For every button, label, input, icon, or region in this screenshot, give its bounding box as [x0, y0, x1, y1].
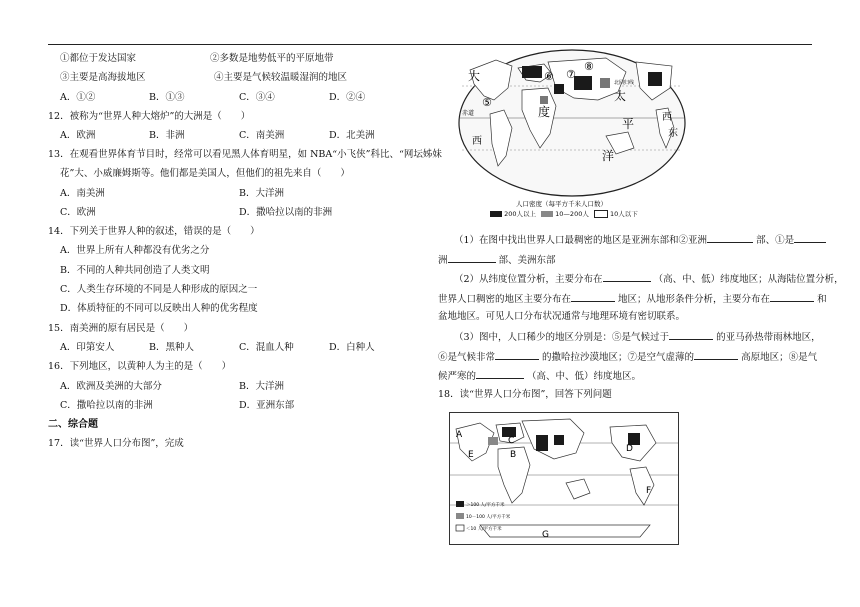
map2-label-g: G — [542, 530, 549, 540]
map2-label-e: E — [468, 450, 474, 460]
answer-blank[interactable] — [794, 232, 826, 243]
q13-choice-a[interactable]: A．南美洲 — [60, 188, 105, 199]
map1-svg — [456, 48, 688, 226]
answer-blank[interactable] — [571, 291, 615, 302]
q11-option-3: ③主要是高海拔地区 — [60, 72, 146, 83]
map1-legend — [490, 209, 638, 218]
map1-label-equator: 赤道 — [462, 110, 475, 117]
answer-blank[interactable] — [476, 368, 524, 379]
q12-choice-c[interactable]: C．南美洲 — [239, 130, 285, 141]
q17-part3-text-b: 的亚马孙热带雨林地区， — [716, 332, 821, 343]
answer-blank[interactable] — [770, 291, 814, 302]
map1-label-tropic: 北回归线 — [614, 80, 635, 86]
legend-swatch-medium — [541, 211, 553, 217]
q11-choice-a[interactable]: A．①② — [60, 92, 96, 103]
map1-legend-item-2: 10人以下 — [610, 210, 638, 218]
q17-part1-text-a: （1）在图中找出世界人口最稠密的地区是亚洲东部和②亚洲 — [454, 235, 708, 246]
q11-option-4: ④主要是气候较温暖湿润的地区 — [214, 72, 348, 83]
q17-part3-text-g: （高、中、低）纬度地区。 — [527, 371, 642, 382]
map2-label-b: B — [510, 450, 517, 460]
q17-part2-line1 — [454, 271, 844, 287]
q13-choice-c[interactable]: C．欧洲 — [60, 207, 96, 218]
q14-choice-d[interactable]: D．体质特征的不同可以反映出人种的优劣程度 — [60, 303, 258, 314]
q17-part1-text-b: 部、①是 — [756, 235, 795, 246]
q17-part3-line3 — [438, 368, 641, 384]
q11-choice-c[interactable]: C．③④ — [239, 92, 275, 103]
map2-label-f: F — [646, 486, 652, 496]
q17-part3-text-a: （3）图中，人口稀少的地区分别是：⑤是气候过于 — [454, 332, 670, 343]
answer-blank[interactable] — [495, 349, 539, 360]
map1-label-4: ⑧ — [584, 60, 594, 73]
q11-option-2: ②多数是地势低平的平原地带 — [210, 53, 334, 64]
map1-legend-title: 人口密度（每平方千米人口数） — [516, 200, 607, 208]
q17-part2-text-a: （2）从纬度位置分析，主要分布在 — [454, 274, 603, 285]
q17-part3-line2 — [438, 349, 817, 365]
map1-label-3: ⑦ — [566, 68, 576, 81]
answer-blank[interactable] — [669, 329, 713, 340]
q17-part1-text-c: 洲 — [438, 255, 448, 266]
world-population-map-2 — [449, 412, 679, 545]
map2-svg — [450, 413, 678, 544]
map1-label-7: 洋 — [602, 149, 615, 163]
answer-blank[interactable] — [448, 252, 496, 263]
q17-part2-text-b: （高、中、低）纬度地区；从海陆位置分析， — [653, 274, 844, 285]
q18-stem: 18．读“世界人口分布图”，回答下列问题 — [438, 389, 612, 400]
q13-stem-line1: 13．在观看世界体育节目时，经常可以看见黑人体育明星，如 NBA“小飞侠”科比、“网坛姊妹 — [48, 149, 442, 160]
q17-stem: 17．读“世界人口分布图”，完成 — [48, 438, 184, 449]
q14-stem: 14．下列关于世界人种的叙述，错误的是（ ） — [48, 226, 260, 237]
q11-choice-d[interactable]: D．②④ — [329, 92, 366, 103]
q15-choice-d[interactable]: D．白种人 — [329, 342, 375, 353]
q17-part1-text-d: 部、美洲东部 — [498, 255, 556, 266]
q13-choice-d[interactable]: D．撒哈拉以南的非洲 — [239, 207, 333, 218]
map2-label-d: D — [626, 444, 633, 454]
q13-stem-line2: 花”大、小威廉姆斯等。他们都是美国人，但他们的祖先来自（ ） — [60, 168, 350, 179]
q16-choice-c[interactable]: C．撒哈拉以南的非洲 — [60, 400, 153, 411]
map1-label-east: 东 — [668, 128, 678, 139]
map2-legend-item-2: ＜10 人/平方千米 — [466, 527, 502, 532]
q17-part3-text-e: 高原地区；⑧是气 — [741, 352, 818, 363]
map2-legend-item-1: 10－100 人/平方千米 — [466, 515, 511, 520]
map2-label-a: A — [456, 430, 463, 440]
q17-part2-text-d: 地区；从地形条件分析，主要分布在 — [618, 294, 771, 305]
map2-label-c: C — [508, 436, 515, 446]
q17-part1-line1 — [454, 232, 826, 248]
map1-label-west: 西 — [472, 136, 482, 147]
q17-part2-line2 — [438, 291, 827, 307]
section-2-heading: 二、综合题 — [48, 419, 98, 430]
q13-choice-b[interactable]: B．大洋洲 — [239, 188, 284, 199]
q14-choice-b[interactable]: B．不同的人种共同创造了人类文明 — [60, 265, 210, 276]
q17-part3-text-d: 的撒哈拉沙漠地区；⑦是空气虚薄的 — [542, 352, 695, 363]
q12-stem: 12．被称为“世界人种大熔炉”的大洲是（ ） — [48, 111, 251, 122]
map2-legend-item-0: ＞100 人/平方千米 — [466, 503, 505, 508]
answer-blank[interactable] — [694, 349, 738, 360]
q16-choice-a[interactable]: A．欧洲及美洲的大部分 — [60, 381, 162, 392]
q15-stem: 15．南美洲的原有居民是（ ） — [48, 323, 194, 334]
q15-choice-b[interactable]: B．黑种人 — [149, 342, 194, 353]
q15-choice-c[interactable]: C．混血人种 — [239, 342, 294, 353]
map1-label-8: 度 — [538, 105, 551, 119]
map1-label-west-2: 西 — [662, 112, 672, 123]
q17-part1-line2 — [438, 252, 556, 268]
legend-swatch-sparse — [594, 210, 608, 218]
legend-swatch-dense — [490, 211, 502, 217]
map1-label-0: 大 — [468, 69, 481, 83]
map1-label-2: ⑥ — [544, 70, 554, 83]
map1-label-6: 平 — [622, 117, 635, 131]
q15-choice-a[interactable]: A．印第安人 — [60, 342, 115, 353]
q17-part3-text-c: ⑥是气候非常 — [438, 352, 496, 363]
q12-choice-a[interactable]: A．欧洲 — [60, 130, 96, 141]
q11-option-1: ①都位于发达国家 — [60, 53, 137, 64]
q14-choice-a[interactable]: A．世界上所有人种都没有优劣之分 — [60, 245, 210, 256]
answer-blank[interactable] — [707, 232, 753, 243]
q12-choice-d[interactable]: D．北美洲 — [329, 130, 375, 141]
answer-blank[interactable] — [603, 271, 651, 282]
q17-part2-text-e: 和 — [817, 294, 827, 305]
q16-stem: 16．下列地区，以黄种人为主的是（ ） — [48, 361, 232, 372]
q17-part2-text-c: 世界人口稠密的地区主要分布在 — [438, 294, 572, 305]
q11-choice-b[interactable]: B．①③ — [149, 92, 185, 103]
header-rule — [48, 44, 812, 45]
q16-choice-d[interactable]: D．亚洲东部 — [239, 400, 295, 411]
q17-part3-text-f: 候严寒的 — [438, 371, 477, 382]
map1-label-1: ⑤ — [482, 96, 492, 109]
q14-choice-c[interactable]: C．人类生存环境的不同是人种形成的原因之一 — [60, 284, 258, 295]
map1-label-5: 太 — [614, 89, 627, 103]
q17-part3-line1 — [454, 329, 821, 345]
map1-legend-item-1: 10—200人 — [555, 210, 589, 218]
q16-choice-b[interactable]: B．大洋洲 — [239, 381, 284, 392]
world-population-map-1 — [456, 48, 688, 208]
q12-choice-b[interactable]: B．非洲 — [149, 130, 185, 141]
map1-legend-item-0: 200人以上 — [504, 210, 536, 218]
q17-part2-line3: 盆地地区。可见人口分布状况通常与地理环境有密切联系。 — [438, 311, 686, 322]
